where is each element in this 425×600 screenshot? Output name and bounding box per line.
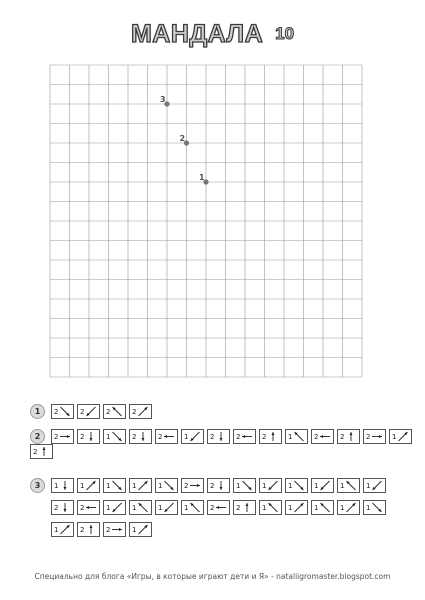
move-count: 1 [340, 481, 345, 490]
arrow-sw-icon [189, 431, 201, 442]
arrow-s-icon [59, 480, 71, 491]
arrow-sw-icon [111, 502, 123, 513]
arrow-sw-icon [85, 406, 97, 417]
move-cell [285, 478, 308, 493]
arrow-ne-icon [397, 431, 409, 442]
move-count: 2 [210, 503, 215, 512]
arrow-se-icon [241, 480, 253, 491]
move-cell [129, 522, 152, 537]
move-count: 1 [288, 503, 293, 512]
arrow-se-icon [163, 480, 175, 491]
move-count: 2 [80, 432, 85, 441]
instruction-row-1 [30, 404, 155, 419]
title-number: 10 [275, 24, 295, 43]
arrow-w-icon [85, 502, 97, 513]
move-cell [181, 478, 204, 493]
move-count: 1 [366, 503, 371, 512]
move-cell [363, 478, 386, 493]
move-cell [207, 478, 230, 493]
start-point-label: 3 [160, 95, 166, 104]
move-cell [259, 500, 282, 515]
move-count: 2 [54, 432, 59, 441]
move-cell [30, 444, 53, 459]
move-cell [77, 522, 100, 537]
step-badge: 1 [30, 404, 45, 419]
arrow-e-icon [189, 480, 201, 491]
arrow-nw-icon [267, 502, 279, 513]
instruction-row-2 [30, 429, 425, 459]
move-count: 2 [262, 432, 267, 441]
move-count: 2 [184, 481, 189, 490]
arrow-e-icon [111, 524, 123, 535]
move-cell [337, 500, 360, 515]
move-count: 1 [80, 481, 85, 490]
move-count: 1 [54, 525, 59, 534]
move-count: 1 [288, 481, 293, 490]
arrow-nw-icon [189, 502, 201, 513]
move-count: 1 [262, 503, 267, 512]
instruction-row-3 [30, 500, 389, 515]
move-count: 1 [184, 503, 189, 512]
move-cell [259, 429, 282, 444]
move-count: 1 [236, 481, 241, 490]
move-count: 2 [106, 407, 111, 416]
move-cell [363, 500, 386, 515]
step-badge: 2 [30, 429, 45, 444]
move-cell [103, 478, 126, 493]
move-cell [103, 429, 126, 444]
arrow-s-icon [215, 480, 227, 491]
step-badge: 3 [30, 478, 45, 493]
title-text: МАНДАЛА [130, 20, 264, 48]
arrow-sw-icon [371, 480, 383, 491]
move-count: 1 [132, 481, 137, 490]
move-count: 1 [288, 432, 293, 441]
move-count: 2 [340, 432, 345, 441]
move-count: 2 [236, 432, 241, 441]
arrow-nw-icon [137, 502, 149, 513]
arrow-nw-icon [293, 431, 305, 442]
footer-credit: Специально для блога «Игры, в которые играют дети и Я» - nataliigromaster.blogspot.com [34, 572, 391, 581]
move-count: 2 [314, 432, 319, 441]
arrow-se-icon [371, 502, 383, 513]
page-title [0, 20, 425, 49]
move-count: 2 [132, 407, 137, 416]
move-cell [233, 500, 256, 515]
move-cell [51, 404, 74, 419]
move-cell [285, 429, 308, 444]
arrow-ne-icon [345, 502, 357, 513]
arrow-s-icon [59, 502, 71, 513]
move-cell [51, 522, 74, 537]
move-count: 1 [106, 503, 111, 512]
move-cell [337, 429, 360, 444]
move-cell [207, 429, 230, 444]
move-cell [311, 429, 334, 444]
move-count: 2 [33, 447, 38, 456]
arrow-n-icon [267, 431, 279, 442]
start-point-label: 2 [179, 134, 186, 143]
arrow-nw-icon [345, 480, 357, 491]
move-count: 1 [262, 481, 267, 490]
move-count: 2 [80, 525, 85, 534]
arrow-s-icon [85, 431, 97, 442]
arrow-ne-icon [137, 524, 149, 535]
move-cell [181, 500, 204, 515]
move-cell [311, 478, 334, 493]
move-cell [155, 478, 178, 493]
move-count: 1 [106, 481, 111, 490]
move-cell [77, 500, 100, 515]
move-count: 1 [314, 503, 319, 512]
move-cell [207, 500, 230, 515]
arrow-e-icon [371, 431, 383, 442]
move-count: 2 [132, 432, 137, 441]
arrow-sw-icon [319, 480, 331, 491]
move-cell [285, 500, 308, 515]
arrow-ne-icon [137, 480, 149, 491]
arrow-s-icon [137, 431, 149, 442]
arrow-w-icon [163, 431, 175, 442]
move-cell [51, 500, 74, 515]
move-cell [129, 478, 152, 493]
arrow-nw-icon [111, 406, 123, 417]
move-cell [77, 429, 100, 444]
arrow-s-icon [215, 431, 227, 442]
arrow-ne-icon [59, 524, 71, 535]
move-cell [103, 500, 126, 515]
arrow-ne-icon [137, 406, 149, 417]
move-count: 2 [54, 407, 59, 416]
move-cell [155, 429, 178, 444]
move-cell [181, 429, 204, 444]
move-cell [155, 500, 178, 515]
move-count: 1 [54, 481, 59, 490]
move-count: 1 [392, 432, 397, 441]
instruction-row-3 [30, 478, 389, 493]
move-count: 1 [340, 503, 345, 512]
arrow-w-icon [319, 431, 331, 442]
move-count: 2 [106, 525, 111, 534]
move-cell [259, 478, 282, 493]
move-count: 1 [158, 481, 163, 490]
arrow-n-icon [38, 446, 50, 457]
move-count: 1 [106, 432, 111, 441]
move-cell [51, 429, 74, 444]
move-cell [129, 404, 152, 419]
arrow-sw-icon [267, 480, 279, 491]
arrow-ne-icon [293, 502, 305, 513]
move-count: 2 [236, 503, 241, 512]
arrow-e-icon [59, 431, 71, 442]
arrow-ne-icon [85, 480, 97, 491]
instruction-row-3 [30, 522, 155, 537]
move-cell [233, 429, 256, 444]
arrow-se-icon [59, 406, 71, 417]
arrow-n-icon [241, 502, 253, 513]
move-count: 2 [366, 432, 371, 441]
move-cell [129, 429, 152, 444]
move-cell [129, 500, 152, 515]
arrow-se-icon [111, 431, 123, 442]
arrow-nw-icon [319, 502, 331, 513]
arrow-sw-icon [163, 502, 175, 513]
move-count: 1 [314, 481, 319, 490]
move-count: 2 [158, 432, 163, 441]
move-cell [389, 429, 412, 444]
move-count: 2 [210, 481, 215, 490]
move-cell [103, 404, 126, 419]
arrow-n-icon [345, 431, 357, 442]
move-count: 2 [80, 407, 85, 416]
arrow-se-icon [293, 480, 305, 491]
move-cell [363, 429, 386, 444]
move-count: 2 [80, 503, 85, 512]
move-cell [77, 404, 100, 419]
move-cell [77, 478, 100, 493]
move-cell [311, 500, 334, 515]
arrow-n-icon [85, 524, 97, 535]
move-cell [233, 478, 256, 493]
move-cell [51, 478, 74, 493]
move-count: 1 [158, 503, 163, 512]
move-count: 1 [184, 432, 189, 441]
move-count: 1 [366, 481, 371, 490]
move-count: 2 [54, 503, 59, 512]
move-cell [337, 478, 360, 493]
arrow-w-icon [241, 431, 253, 442]
move-cell [103, 522, 126, 537]
start-point-label: 1 [199, 173, 205, 182]
move-count: 2 [210, 432, 215, 441]
arrow-w-icon [215, 502, 227, 513]
arrow-se-icon [111, 480, 123, 491]
drawing-grid[interactable] [49, 64, 363, 378]
move-count: 1 [132, 503, 137, 512]
move-count: 1 [132, 525, 137, 534]
